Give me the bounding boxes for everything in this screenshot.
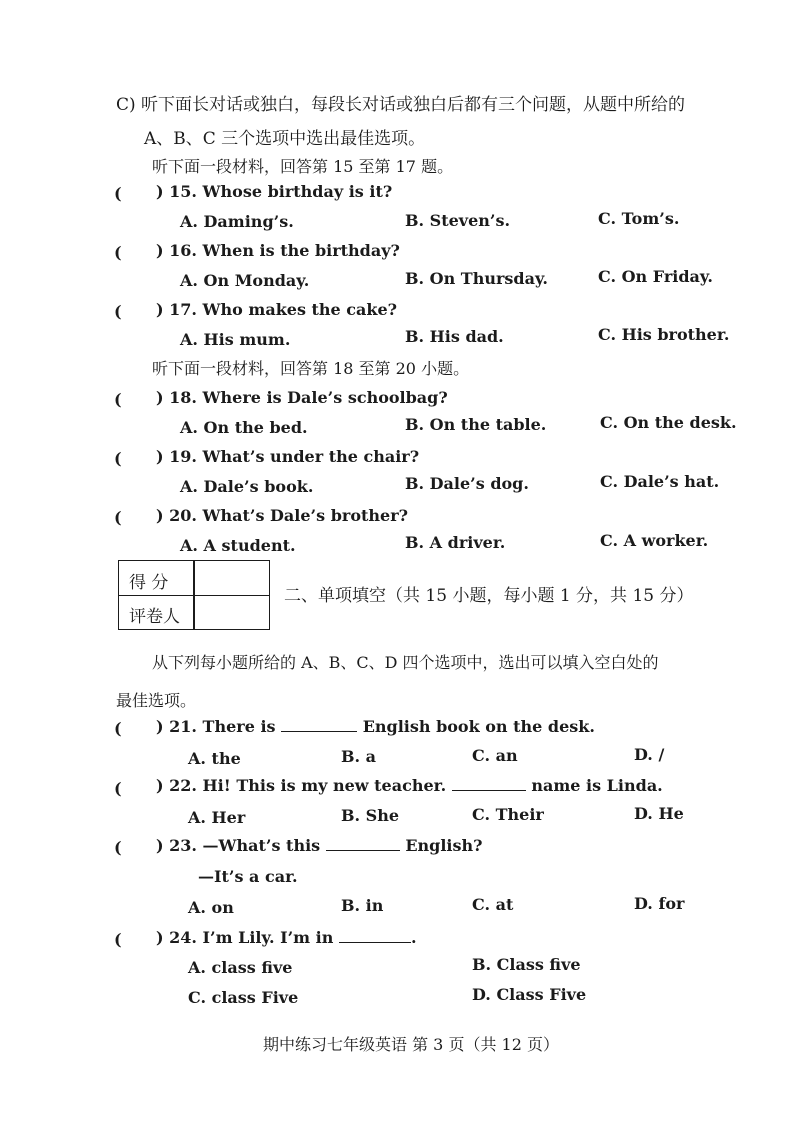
question-18-option-b: B. On the table. (405, 415, 547, 434)
question-24-stem: ) 24. I’m Lily. I’m in (156, 928, 334, 947)
answer-paren: ( (114, 390, 122, 409)
question-22-option-a: A. Her (188, 808, 246, 827)
question-15-stem: ) 15. Whose birthday is it? (156, 182, 393, 201)
score-label: 得 分 (129, 573, 169, 593)
question-16-stem: ) 16. When is the birthday? (156, 241, 400, 260)
answer-paren: ( (114, 243, 122, 262)
question-15-option-c: C. Tom’s. (598, 209, 680, 228)
question-24 (156, 928, 417, 947)
question-16-option-a: A. On Monday. (180, 271, 310, 290)
question-24-stem-end: . (410, 928, 417, 947)
answer-paren: ( (114, 719, 122, 738)
answer-paren: ( (114, 779, 122, 798)
question-20-stem: ) 20. What’s Dale’s brother? (156, 506, 408, 525)
question-18-option-a: A. On the bed. (180, 418, 308, 437)
answer-paren: ( (114, 838, 122, 857)
question-23-option-c: C. at (472, 895, 514, 914)
material-instruction-18-20: 听下面一段材料，回答第 18 至第 20 小题。 (152, 359, 470, 378)
question-22-option-c: C. Their (472, 805, 544, 824)
score-box-divider (193, 561, 195, 629)
question-23-option-a: A. on (188, 898, 234, 917)
answer-blank (452, 776, 526, 791)
question-23-stem-end: English? (405, 836, 483, 855)
material-instruction-15-17: 听下面一段材料，回答第 15 至第 17 题。 (152, 157, 454, 176)
question-22-stem-end: name is Linda. (531, 776, 663, 795)
answer-paren: ( (114, 930, 122, 949)
question-24-option-b: B. Class five (472, 955, 581, 974)
question-18-stem: ) 18. Where is Dale’s schoolbag? (156, 388, 448, 407)
question-23 (156, 836, 483, 855)
question-17-option-a: A. His mum. (180, 330, 291, 349)
page-footer: 期中练习七年级英语 第 3 页（共 12 页） (263, 1035, 559, 1054)
question-22-option-d: D. He (634, 804, 684, 823)
question-16-option-c: C. On Friday. (598, 267, 713, 286)
question-23-stem: ) 23. —What’s this (156, 836, 321, 855)
question-18-option-c: C. On the desk. (600, 413, 737, 432)
question-21 (156, 717, 595, 736)
question-16-option-b: B. On Thursday. (405, 269, 548, 288)
question-21-stem: ) 21. There is (156, 717, 276, 736)
part2-instruction-line1: 从下列每小题所给的 A、B、C、D 四个选项中，选出可以填入空白处的 (152, 653, 659, 672)
question-19-option-c: C. Dale’s hat. (600, 472, 720, 491)
section-c-intro-line1: C) 听下面长对话或独白，每段长对话或独白后都有三个问题，从题中所给的 (116, 95, 686, 115)
question-21-stem-end: English book on the desk. (362, 717, 595, 736)
question-23-option-d: D. for (634, 894, 685, 913)
question-15-option-a: A. Daming’s. (180, 212, 294, 231)
question-17-stem: ) 17. Who makes the cake? (156, 300, 398, 319)
score-box (118, 560, 270, 630)
question-21-option-b: B. a (341, 747, 377, 766)
question-21-option-d: D. / (634, 745, 665, 764)
answer-blank (281, 717, 357, 732)
question-23-option-b: B. in (341, 896, 384, 915)
question-24-option-a: A. class five (188, 958, 293, 977)
answer-paren: ( (114, 184, 122, 203)
question-19-option-b: B. Dale’s dog. (405, 474, 529, 493)
question-21-option-a: A. the (188, 749, 241, 768)
section-c-intro-line2: A、B、C 三个选项中选出最佳选项。 (144, 129, 426, 149)
grader-label: 评卷人 (129, 607, 180, 627)
question-21-option-c: C. an (472, 746, 518, 765)
question-15-option-b: B. Steven’s. (405, 211, 511, 230)
question-22 (156, 776, 663, 795)
part2-title: 二、单项填空（共 15 小题，每小题 1 分，共 15 分） (284, 586, 694, 606)
question-17-option-b: B. His dad. (405, 327, 504, 346)
question-17-option-c: C. His brother. (598, 325, 730, 344)
question-20-option-b: B. A driver. (405, 533, 506, 552)
answer-paren: ( (114, 508, 122, 527)
answer-paren: ( (114, 449, 122, 468)
question-20-option-a: A. A student. (180, 536, 296, 555)
question-24-option-c: C. class Five (188, 988, 299, 1007)
question-24-option-d: D. Class Five (472, 985, 587, 1004)
question-23-reply: —It’s a car. (198, 867, 298, 886)
question-22-stem: ) 22. Hi! This is my new teacher. (156, 776, 447, 795)
question-22-option-b: B. She (341, 806, 400, 825)
question-19-stem: ) 19. What’s under the chair? (156, 447, 420, 466)
question-19-option-a: A. Dale’s book. (180, 477, 314, 496)
answer-blank (339, 928, 411, 943)
answer-paren: ( (114, 302, 122, 321)
answer-blank (326, 836, 400, 851)
question-20-option-c: C. A worker. (600, 531, 709, 550)
part2-instruction-line2: 最佳选项。 (116, 691, 197, 710)
